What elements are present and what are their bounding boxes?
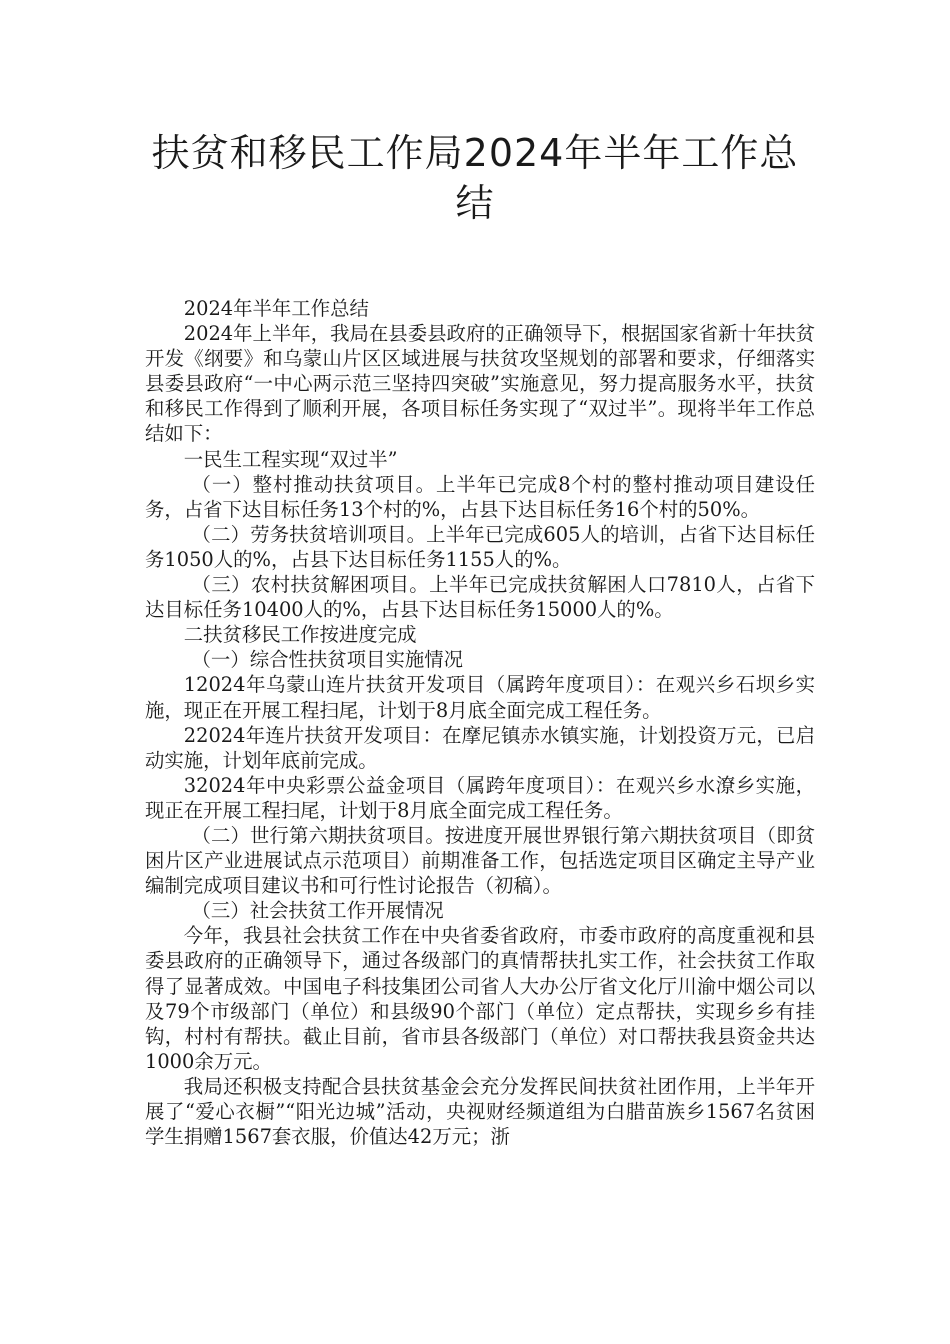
paragraph: 今年，我县社会扶贫工作在中央省委省政府，市委市政府的高度重视和县委县政府的正确领导下，通过各级部门的真情帮扶扎实工作，社会扶贫工作取得了显著成效。中国电子科技集团公司省人大办公厅省文化厅川渝中烟公司以及79个市级部门（单位）和县级90个部门（单位）定点帮扶，实现乡乡有挂钩，村村有帮扶。截止目前，省市县各级部门（单位）对口帮扶我县资金共达1000余万元。	[145, 924, 815, 1073]
section-heading: 二扶贫移民工作按进度完成	[183, 623, 417, 647]
paragraph: 32024年中央彩票公益金项目（属跨年度项目）：在观兴乡水潦乡实施，现正在开展工程扫尾，计划于8月底全面完成工程任务。	[145, 773, 815, 822]
paragraph: 2024年半年工作总结	[183, 297, 369, 320]
subsection-heading: （一）综合性扶贫项目实施情况	[191, 648, 464, 672]
paragraph: （三）农村扶贫解困项目。上半年已完成扶贫解困人口7810人，占省下达目标任务10400人的%，占县下达目标任务15000人的%。	[145, 573, 815, 622]
paragraph: 我局还积极支持配合县扶贫基金会充分发挥民间扶贫社团作用，上半年开展了“爱心衣橱”“阳光边城”活动，央视财经频道组为白腊苗族乡1567名贫困学生捐赠1567套衣服，价值达42万元；浙	[145, 1074, 815, 1149]
paragraph: （二）劳务扶贫培训项目。上半年已完成605人的培训，占省下达目标任务1050人的%，占县下达目标任务1155人的%。	[145, 522, 815, 571]
paragraph: 12024年乌蒙山连片扶贫开发项目（属跨年度项目）：在观兴乡石坝乡实施，现正在开展工程扫尾，计划于8月底全面完成工程任务。	[145, 673, 815, 722]
section-heading: 一民生工程实现“双过半”	[183, 447, 398, 471]
paragraph: 2024年上半年，我局在县委县政府的正确领导下，根据国家省新十年扶贫开发《纲要》和乌蒙山片区区域进展与扶贫攻坚规划的部署和要求，仔细落实县委县政府“一中心两示范三坚持四突破”实施意见，努力提高服务水平，扶贫和移民工作得到了顺利开展，各项目标任务实现了“双过半”。现将半年工作总结如下：	[145, 322, 815, 446]
document-title: 扶贫和移民工作局2024年半年工作总结	[151, 131, 799, 225]
paragraph: （一）整村推动扶贫项目。上半年已完成8个村的整村推动项目建设任务，占省下达目标任务13个村的%，占县下达目标任务16个村的50%。	[145, 472, 815, 521]
paragraph: （二）世行第六期扶贫项目。按进度开展世界银行第六期扶贫项目（即贫困片区产业进展试点示范项目）前期准备工作，包括选定项目区确定主导产业编制完成项目建议书和可行性讨论报告（初稿）。	[145, 823, 815, 898]
subsection-heading: （三）社会扶贫工作开展情况	[191, 899, 444, 923]
paragraph: 22024年连片扶贫开发项目：在摩尼镇赤水镇实施，计划投资万元，已启动实施，计划年底前完成。	[145, 723, 815, 772]
document-body	[145, 296, 815, 1149]
